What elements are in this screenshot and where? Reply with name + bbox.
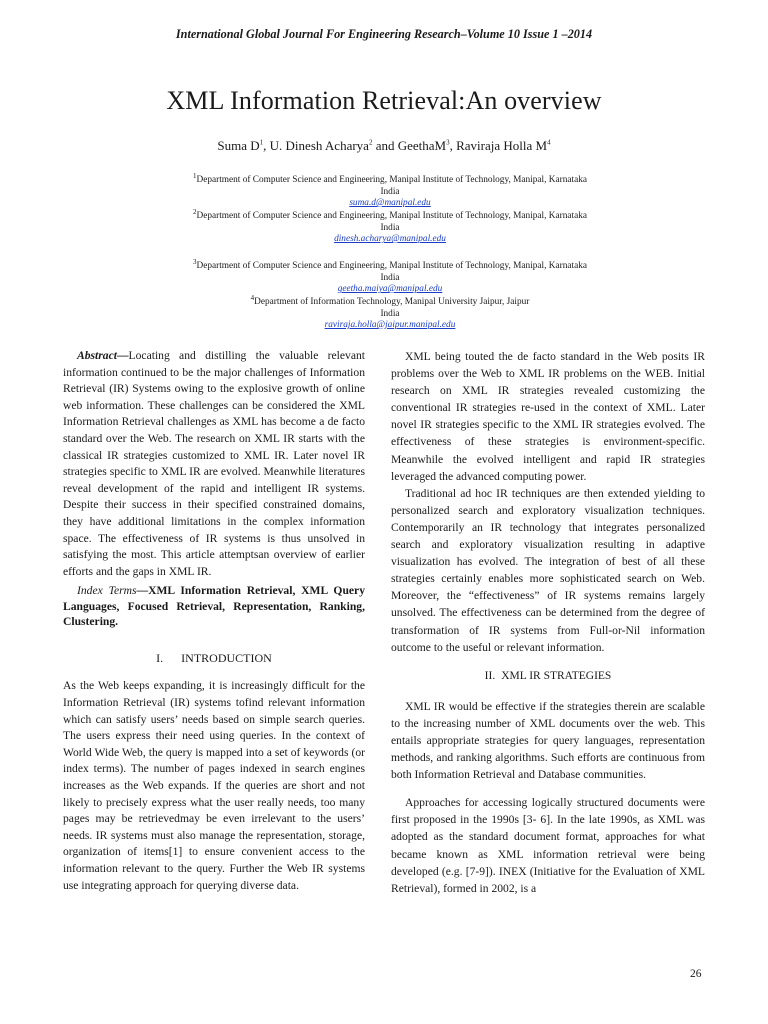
section-heading-strategies (391, 668, 705, 685)
email-link[interactable]: geetha.maiya@manipal.edu (337, 284, 443, 295)
author-sep: , (263, 138, 270, 153)
aff-dept: Department of Computer Science and Engineering, Manipal Institute of Technology, Manipal, Karnataka (196, 261, 587, 272)
aff-sup: 3 (193, 258, 197, 266)
aff-country: India (380, 186, 400, 197)
aff-dept: Department of Information Technology, Manipal University Jaipur, Jaipur (254, 297, 530, 308)
aff-sup: 2 (193, 208, 197, 216)
affiliation-2 (150, 207, 630, 246)
aff-country: India (380, 308, 400, 319)
section-number: II. (484, 669, 496, 682)
abstract-text: Locating and distilling the valuable relevant information continued to be the major challenges of Information Retrieval (IR) Systems owing to the explosive growth of online web information. These challenges can be considered the XML Information Retrieval challenges as XML has become a de facto standard over the Web. The research on XML IR starts with the classical IR strategies customized to XML IR. Later novel IR strategies specific to XML IR are evolved. Meanwhile literatures reveal development of the rapid and intelligent IR systems. Despite their success in their specified constrained domains, they have additional limitations in the complex information space. The effectiveness of IR systems is thus unsolved in satisfying the most. This article attemptsan overview of earlier efforts and the gaps in XML IR. (63, 349, 365, 578)
section-title: XML IR S (501, 669, 550, 682)
author-sup: 4 (547, 138, 551, 147)
aff-country: India (380, 222, 400, 233)
email-link[interactable]: raviraja.holla@jaipur.manipal.edu (324, 320, 456, 331)
author-sup: 1 (259, 138, 264, 147)
author: Raviraja Holla M (456, 138, 548, 153)
body-paragraph: XML being touted the de facto standard in the Web posits IR problems over the Web to XML IR problems on the WEB. Initial research on XML IR strategies revealed customizing the conventional IR strategies re-used in the context of XML. Later novel IR strategies specific to the XML IR strategies evolved. The effectiveness of these strategies is environment-specific. Meanwhile the evolved intelligent and rapid IR strategies leveraged the advanced computing power. (391, 350, 705, 483)
section-number: I. (156, 650, 164, 665)
author-sup: 2 (368, 138, 373, 147)
aff-sup: 1 (193, 172, 197, 180)
abstract (63, 348, 365, 580)
aff-sup: 4 (250, 294, 255, 302)
intro-paragraph: As the Web keeps expanding, it is increasingly difficult for the Information Retrieval (IR) systems tofind relevant information which can satisfy users’ needs based on simple search queries. The users express their need using queries. In the context of World Wide Web, the query is mapped into a set of keywords (or index terms). The number of pages indexed in search engines increases as the Web expands. If the queries are short and not likely to precisely express what the user really needs, too many pages may be retrievedmay be even irrelevant to the users’ needs. IR systems must also manage the representation, storage, organization of items[1] to ensure convenient access to the information relevant to the query. Further the Web IR systems use integrating approach for querying diverse data. (63, 679, 365, 892)
author-sup: 3 (446, 138, 450, 147)
left-column (63, 348, 365, 894)
email-link[interactable]: suma.d@manipal.edu (349, 198, 431, 209)
email-link[interactable]: dinesh.acharya@manipal.edu (334, 234, 446, 245)
affiliation-4 (150, 293, 630, 332)
affiliation-1 (150, 171, 630, 210)
index-terms-label: Index Terms (77, 584, 137, 598)
aff-dept: Department of Computer Science and Engineering, Manipal Institute of Technology, Manipal, Karnataka (196, 175, 587, 186)
author: U. Dinesh Acharya (269, 138, 369, 153)
author: GeethaM (397, 138, 447, 153)
aff-dept: Department of Computer Science and Engineering, Manipal Institute of Technology, Manipal, Karnataka (196, 211, 587, 222)
right-column (391, 348, 705, 897)
author: Suma D (217, 138, 260, 153)
section-title: INTRODUCTION (181, 650, 272, 665)
section-heading-introduction (63, 650, 365, 667)
author-sep: , (449, 138, 457, 153)
index-terms-text: —XML Information Retrieval, XML Query Languages, Focused Retrieval, Representation, Ranking, Clustering. (63, 584, 365, 629)
index-terms (63, 583, 365, 630)
aff-country: India (380, 272, 400, 283)
body-paragraph: XML IR would be effective if the strategies therein are scalable to the increasing number of XML documents over the web. This entails appropriate strategies for query languages, representation methods, and ranking algorithms. Such efforts are continuous from both Information Retrieval and Database communities. (391, 699, 705, 782)
affiliation-3 (150, 257, 630, 296)
page-number: 26 (690, 968, 702, 980)
body-paragraph: Approaches for accessing logically structured documents were first proposed in the 1990s [3- 6]. In the late 1990s, as XML was adopted as the standard document format, approaches for what became known as XML information retrieval were being developed (e.g. [7-9]). INEX (Initiative for the Evaluation of XML Retrieval), formed in 2002, is a (391, 796, 705, 895)
body-paragraph: Traditional ad hoc IR techniques are then extended yielding to personalized search and exploratory visualization techniques. Contemporarily an IR technology that integrates personalized search and exploratory visualization resulting in adaptive visualization has evolved. The integration of best of all these strategies certainly enables more sophisticated search on Web. Moreover, the “effectiveness” of IR systems remains largely unsolved. The effectiveness can be determined from the degree of transformation of IR systems from Full-or-Nil information outcome to the useful or relevant information. (391, 486, 705, 654)
author-sep: and (372, 138, 398, 153)
journal-header: International Global Journal For Engineering Research–Volume 10 Issue 1 –2014 (175, 27, 593, 41)
section-title-smallcaps: TRATEGIES (549, 669, 612, 682)
paper-title: XML Information Retrieval:An overview (166, 86, 602, 115)
author-list (0, 138, 768, 154)
abstract-label: Abstract— (77, 349, 129, 362)
